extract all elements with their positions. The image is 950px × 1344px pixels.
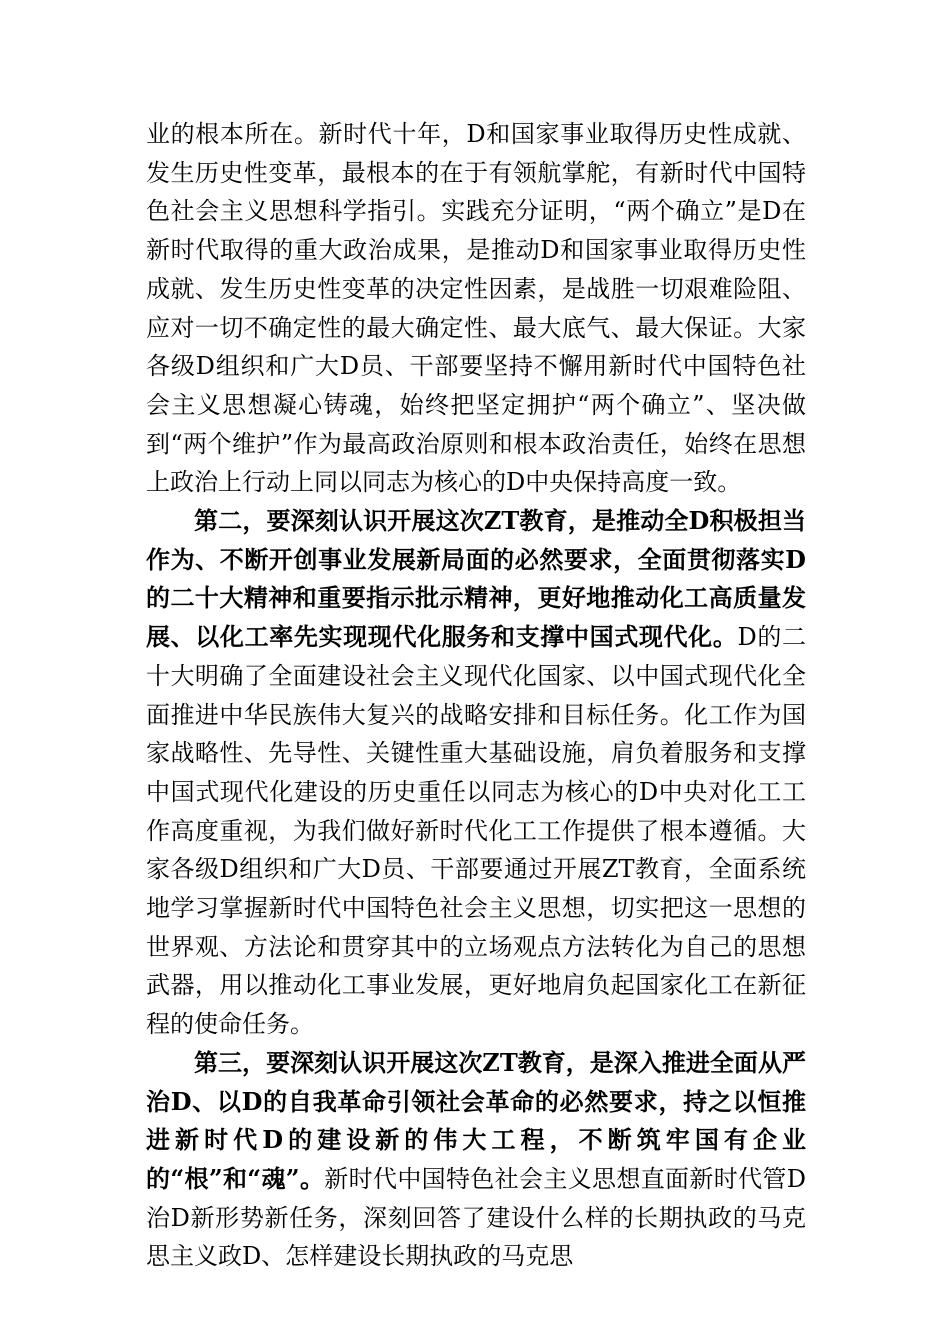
paragraph-2-body: D的二十大明确了全面建设社会主义现代化国家、以中国式现代化全面推进中华民族伟大复兴的战略安排和目标任务。化工作为国家战略性、先导性、关键性重大基础设施，肩负着服务和支撑中国式现代化建设的历史重任以同志为核心的D中央对化工工作高度重视，为我们做好新时代化工工作提供了根本遵循。大家各级D组织和广大D员、干部要通过开展ZT教育，全面系统地学习掌握新时代中国特色社会主义思想，切实把这一思想的世界观、方法论和贯穿其中的立场观点方法转化为自己的思想武器，用以推动化工事业发展，更好地肩负起国家化工在新征程的使命任务。 xyxy=(146,623,806,1039)
paragraph-1 xyxy=(146,115,806,502)
paragraph-2 xyxy=(146,502,806,1044)
paragraph-3-lead: 第三，要深刻认识开展这次ZT教育，是深入推进全面从严治D、以D的自我革命引领社会革命的必然要求，持之以恒推进新时代D的建设新的伟大工程，不断筑牢国有企业的“根”和“魂”。 xyxy=(146,1047,806,1193)
paragraph-3 xyxy=(146,1044,806,1276)
paragraph-3-body: 新时代中国特色社会主义思想直面新时代管D治D新形势新任务，深刻回答了建设什么样的长期执政的马克思主义政D、怎样建设长期执政的马克思 xyxy=(146,1164,807,1271)
paragraph-2-lead: 第二，要深刻认识开展这次ZT教育，是推动全D积极担当作为、不断开创事业发展新局面的必然要求，全面贯彻落实D的二十大精神和重要指示批示精神，更好地推动化工高质量发展、以化工率先实现现代化服务和支撑中国式现代化。 xyxy=(146,506,806,652)
paragraph-1-body: 业的根本所在。新时代十年，D和国家事业取得历史性成就、发生历史性变革，最根本的在于有领航掌舵，有新时代中国特色社会主义思想科学指引。实践充分证明，“两个确立”是D在新时代取得的重大政治成果，是推动D和国家事业取得历史性成就、发生历史性变革的决定性因素，是战胜一切艰难险阻、应对一切不确定性的最大确定性、最大底气、最大保证。大家各级D组织和广大D员、干部要坚持不懈用新时代中国特色社会主义思想凝心铸魂，始终把坚定拥护“两个确立”、坚决做到“两个维护”作为最高政治原则和根本政治责任，始终在思想上政治上行动上同以同志为核心的D中央保持高度一致。 xyxy=(146,120,806,497)
document-page xyxy=(146,115,806,1276)
